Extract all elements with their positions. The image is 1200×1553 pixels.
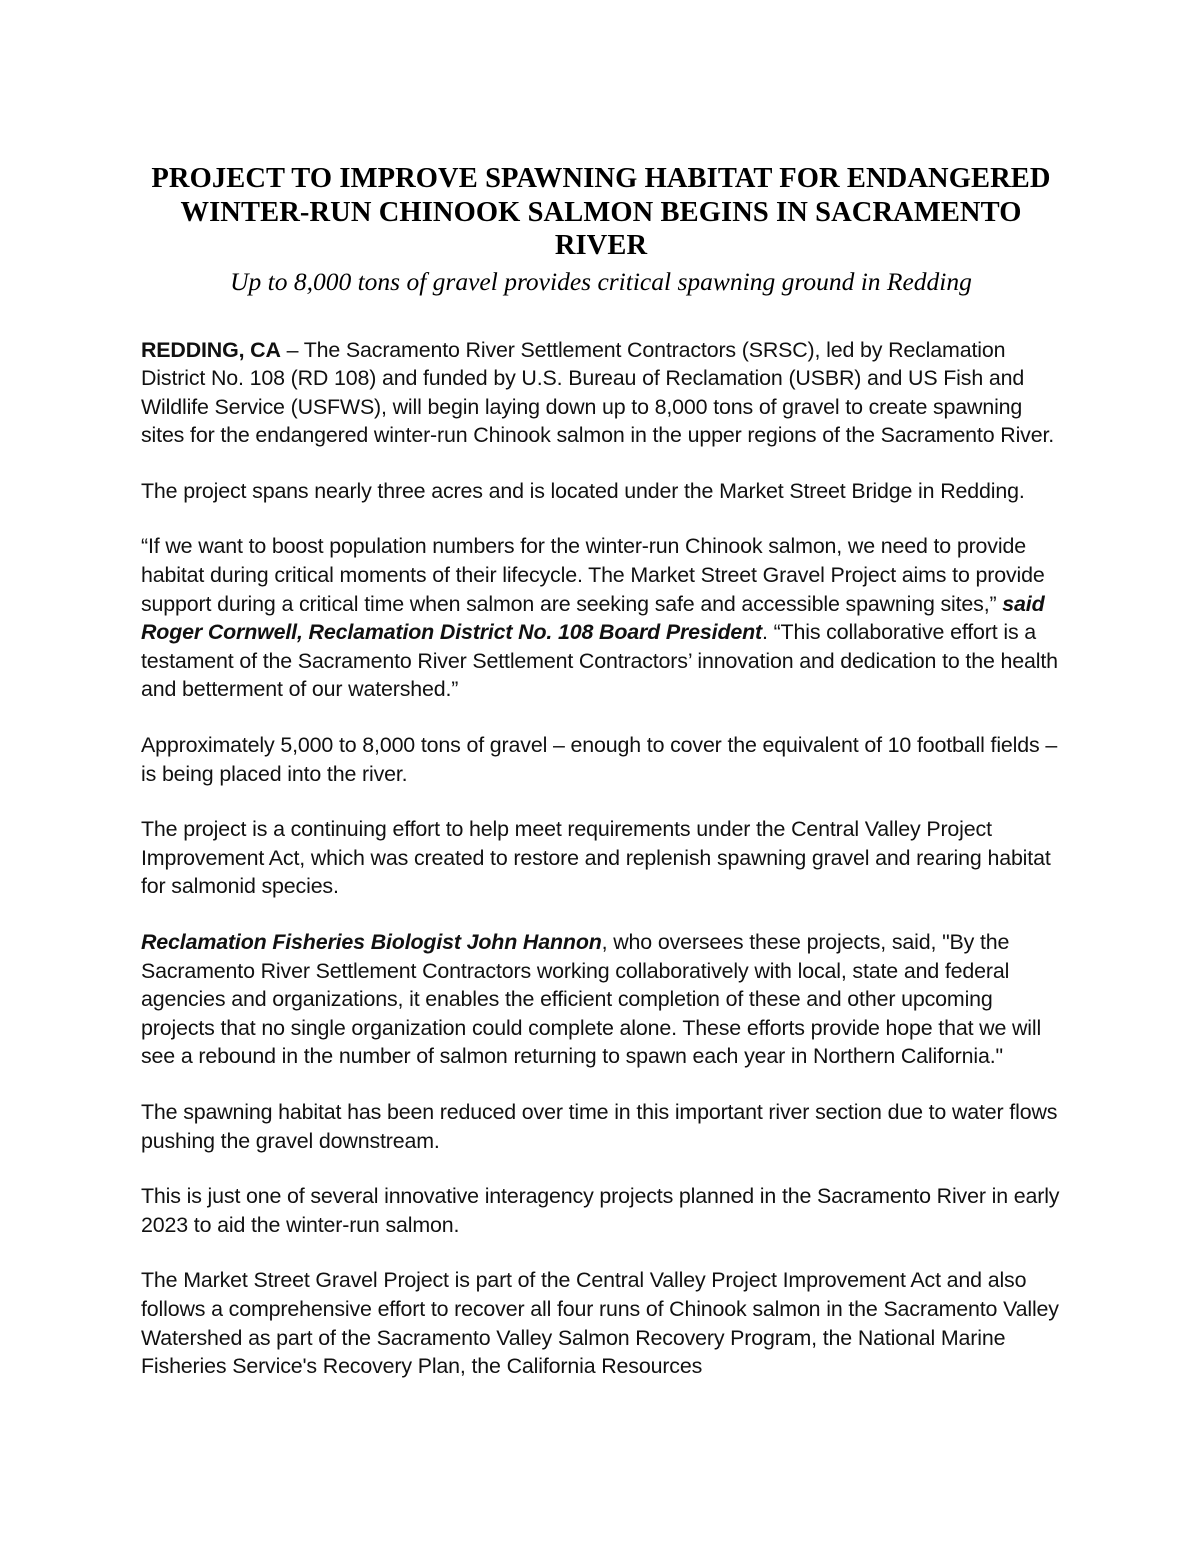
document-content (141, 0, 1061, 1381)
text-run: . “This collaborative effort is a testament of the Sacramento River Settlement Contractors’ innovation and dedication to the health and betterment of our watershed.” (141, 620, 1058, 702)
bold-run: REDDING, CA (141, 337, 281, 362)
hannon-quote-paragraph (141, 928, 1061, 1071)
dateline-paragraph (141, 336, 1061, 450)
headline-line-2: WINTER-RUN CHINOOK SALMON BEGINS IN SACRAMENTO RIVER (180, 196, 1022, 261)
headline-line-1: PROJECT TO IMPROVE SPAWNING HABITAT FOR ENDANGERED (151, 163, 1051, 194)
subheadline: Up to 8,000 tons of gravel provides critical spawning ground in Redding (230, 266, 972, 296)
text-run: – The Sacramento River Settlement Contractors (SRSC), led by Reclamation District No. 108 (RD 108) and funded by U.S. Bureau of Reclamation (USBR) and US Fish and Wildlife Service (USFWS), will begin laying down up to 8,000 tons of gravel to create spawning sites for the endangered winter-run Chinook salmon in the upper regions of the Sacramento River. (141, 337, 1055, 448)
text-run: Approximately 5,000 to 8,000 tons of gravel – enough to cover the equivalent of 10 football fields – is being placed into the river. (141, 733, 1058, 786)
cornwell-quote-paragraph (141, 532, 1061, 704)
headline-block (141, 0, 1061, 298)
bold-italic-run: Reclamation Fisheries Biologist John Hannon (141, 930, 602, 954)
project-location-paragraph (141, 477, 1061, 506)
text-run: The project is a continuing effort to help meet requirements under the Central Valley Project Improvement Act, which was created to restore and replenish spawning gravel and rearing habitat for salmonid species. (141, 817, 1051, 899)
bold-italic-run: said Roger Cornwell, Reclamation District No. 108 Board President (141, 591, 1045, 645)
text-run: The spawning habitat has been reduced over time in this important river section due to water flows pushing the gravel downstream. (141, 1099, 1058, 1153)
text-run: “If we want to boost population numbers for the winter-run Chinook salmon, we need to provide habitat during critical moments of their lifecycle. The Market Street Gravel Project aims to provide support during a critical time when salmon are seeking safe and accessible spawning sites,” (141, 534, 1045, 616)
interagency-projects-paragraph (141, 1182, 1061, 1239)
cvpia-paragraph (141, 815, 1061, 901)
text-run: , who oversees these projects, said, "By the Sacramento River Settlement Contractors working collaboratively with local, state and federal agencies and organizations, it enables the efficient completion of these and other upcoming projects that no single organization could complete alone. These efforts provide hope that we will see a rebound in the number of salmon returning to spawn each year in Northern California." (141, 930, 1042, 1069)
body-copy (141, 298, 1061, 1381)
recovery-program-paragraph (141, 1266, 1061, 1380)
text-run: The Market Street Gravel Project is part of the Central Valley Project Improvement Act and also follows a comprehensive effort to recover all four runs of Chinook salmon in the Sacramento Valley Watershed as part of the Sacramento Valley Salmon Recovery Program, the National Marine Fisheries Service's Recovery Plan, the California Resources (141, 1268, 1059, 1379)
page-title (141, 162, 1061, 263)
text-run: This is just one of several innovative interagency projects planned in the Sacramento River in early 2023 to aid the winter-run salmon. (141, 1184, 1060, 1237)
text-run: The project spans nearly three acres and is located under the Market Street Bridge in Redding. (141, 478, 1025, 503)
gravel-quantity-paragraph (141, 731, 1061, 788)
habitat-reduction-paragraph (141, 1098, 1061, 1155)
